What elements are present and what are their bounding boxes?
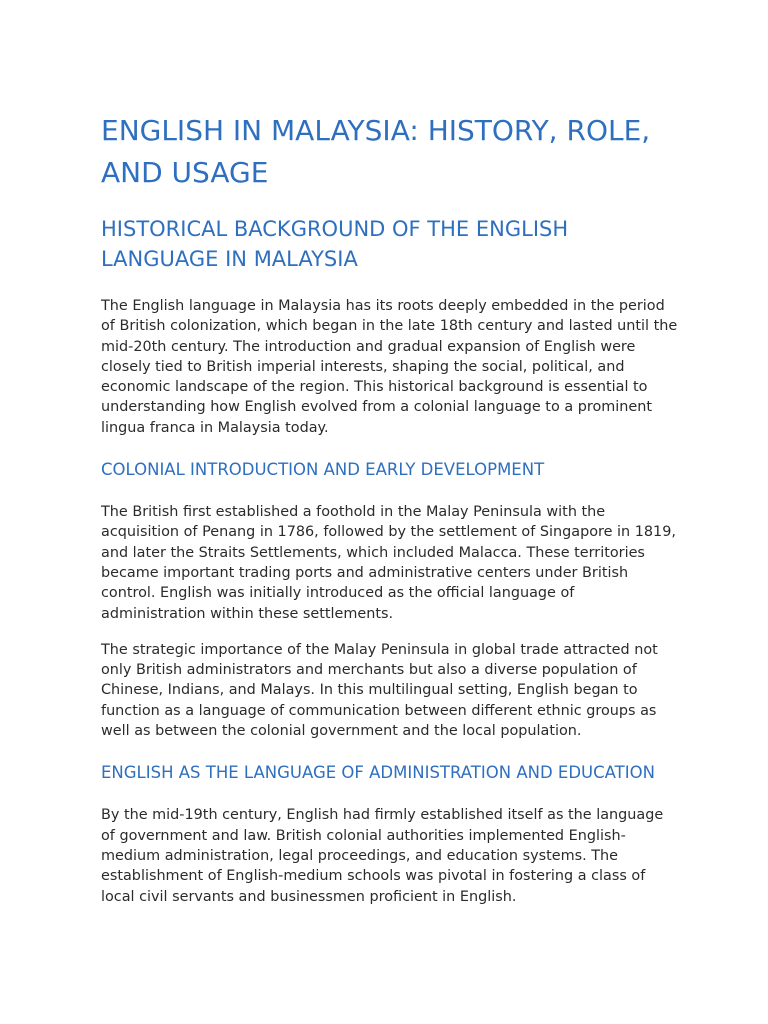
subsection-paragraph: By the mid-19th century, English had firmly established itself as the language of government and law. British colonial authorities implemented English-medium administration, legal proceedings, and education systems. The establishment of English-medium schools was pivotal in fostering a class of local civil servants and businessmen proficient in English. [101, 807, 664, 905]
subsection-paragraph: The British first established a foothold in the Malay Peninsula with the acquisition of Penang in 1786, followed by the settlement of Singapore in 1819, and later the Straits Settlements, which included Malacca. These territories became important trading ports and administrative centers under British control. English was initially introduced as the official language of administration within these settlements. [101, 504, 676, 622]
document-title: ENGLISH IN MALAYSIA: HISTORY, ROLE, AND USAGE [101, 114, 651, 189]
subsection-heading-administration-education: ENGLISH AS THE LANGUAGE OF ADMINISTRATION AND EDUCATION [101, 763, 655, 783]
section-paragraph: The English language in Malaysia has its roots deeply embedded in the period of British colonization, which began in the late 18th century and lasted until the mid-20th century. The introduction and gradual expansion of English were closely tied to British imperial interests, shaping the social, political, and economic landscape of the region. This historical background is essential to understanding how English evolved from a colonial language to a prominent lingua franca in Malaysia today. [101, 298, 678, 436]
subsection-paragraph: The strategic importance of the Malay Peninsula in global trade attracted not only British administrators and merchants but also a diverse population of Chinese, Indians, and Malays. In this multilingual setting, English began to function as a language of communication between different ethnic groups as well as between the colonial government and the local population. [101, 641, 658, 740]
section-heading-historical-background: HISTORICAL BACKGROUND OF THE ENGLISH LANGUAGE IN MALAYSIA [101, 217, 569, 271]
document-page [101, 110, 681, 907]
subsection-heading-colonial-introduction: COLONIAL INTRODUCTION AND EARLY DEVELOPMENT [101, 460, 545, 480]
